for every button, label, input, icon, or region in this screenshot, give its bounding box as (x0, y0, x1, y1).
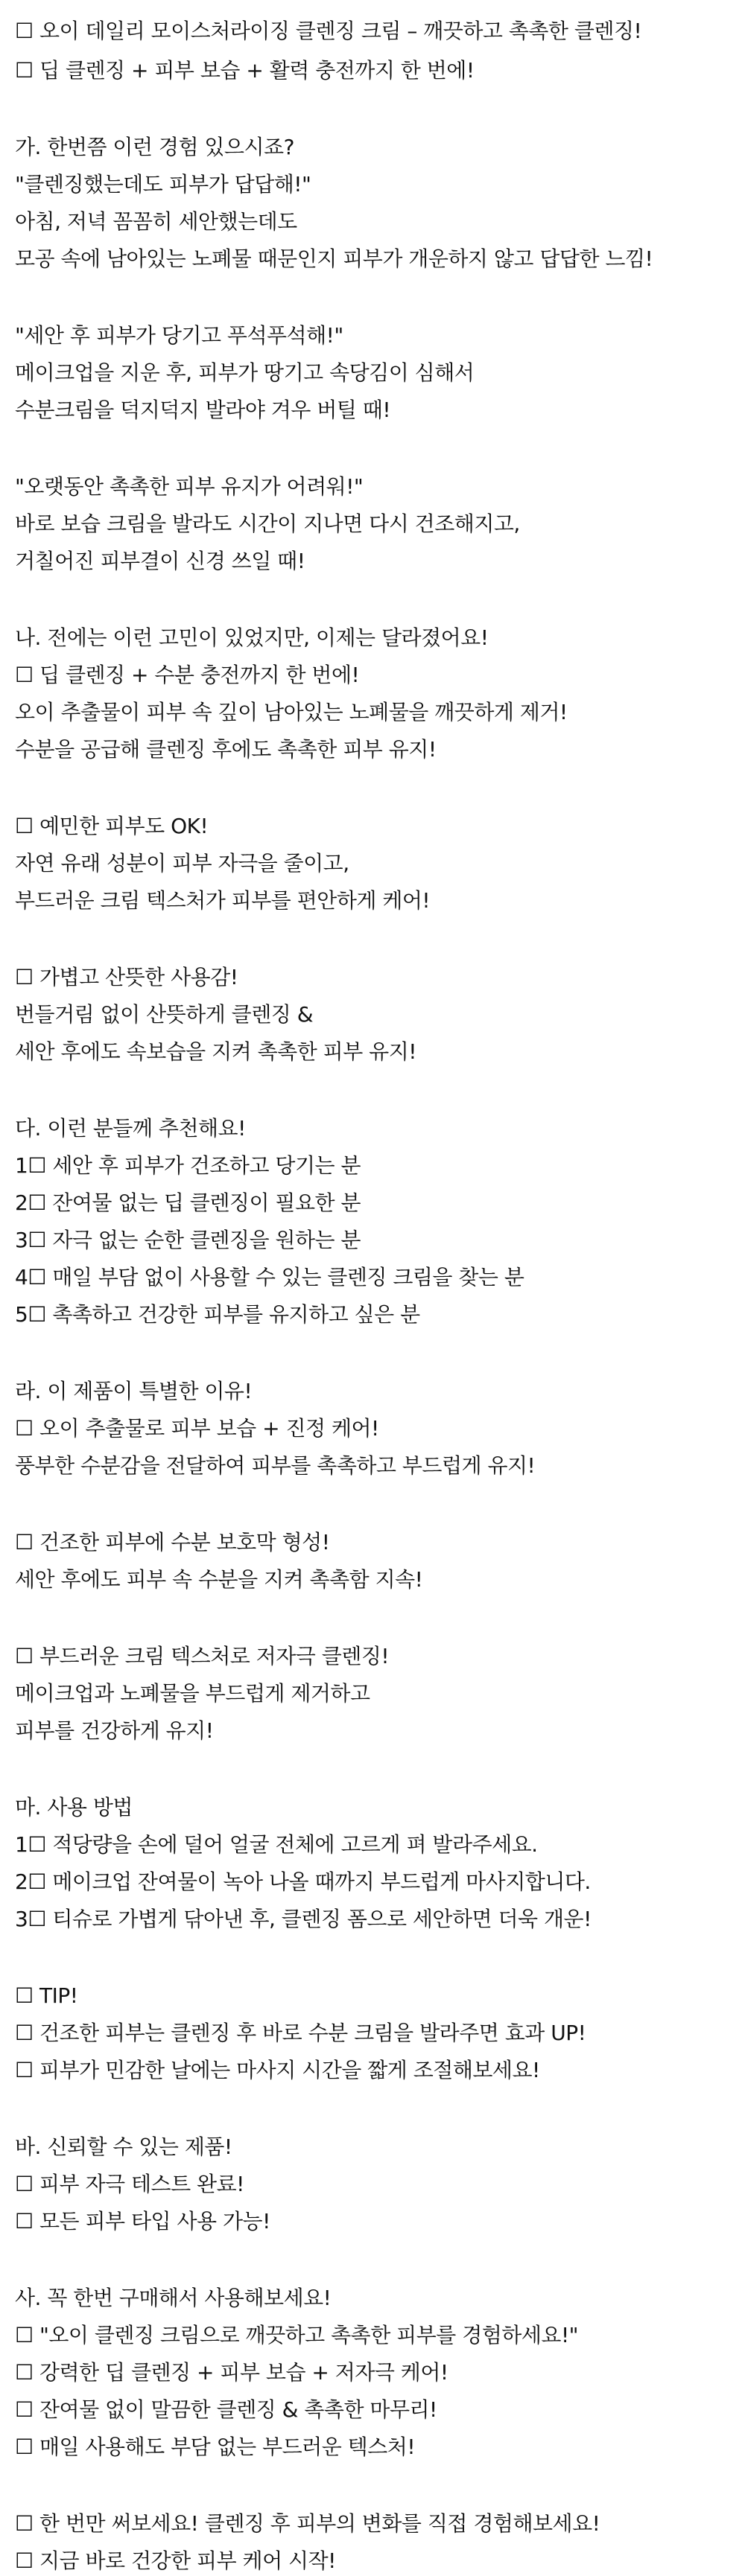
text-line: ☐ 가볍고 산뜻한 사용감! (15, 965, 238, 989)
text-line: 3☐ 티슈로 가볍게 닦아낸 후, 클렌징 폼으로 세안하면 더욱 개운! (15, 1907, 592, 1931)
text-line: ☐ 오이 데일리 모이스처라이징 클렌징 크림 – 깨끗하고 촉촉한 클렌징! (15, 19, 642, 43)
text-line: ☐ 피부가 민감한 날에는 마사지 시간을 짧게 조절해보세요! (15, 2058, 540, 2082)
text-line: 메이크업과 노폐물을 부드럽게 제거하고 (15, 1681, 370, 1706)
text-line: 1☐ 세안 후 피부가 건조하고 당기는 분 (15, 1153, 361, 1178)
text-line: ☐ TIP! (15, 1983, 78, 2008)
text-line: 마. 사용 방법 (15, 1795, 133, 1820)
text-line: ☐ 예민한 피부도 OK! (15, 814, 209, 838)
text-line: 세안 후에도 피부 속 수분을 지켜 촉촉함 지속! (15, 1567, 423, 1592)
text-line: 라. 이 제품이 특별한 이유! (15, 1379, 253, 1403)
text-line: 번들거림 없이 산뜻하게 클렌징 & (15, 1002, 314, 1027)
text-line: 바. 신뢰할 수 있는 제품! (15, 2135, 232, 2159)
text-line: 2☐ 잔여물 없는 딥 클렌징이 필요한 분 (15, 1190, 361, 1215)
text-line: ☐ 딥 클렌징 + 수분 충전까지 한 번에! (15, 663, 360, 687)
text-line: 수분을 공급해 클렌징 후에도 촉촉한 피부 유지! (15, 737, 437, 762)
text-line: ☐ 오이 추출물로 피부 보습 + 진정 케어! (15, 1416, 379, 1441)
text-line: 1☐ 적당량을 손에 덜어 얼굴 전체에 고르게 펴 발라주세요. (15, 1832, 538, 1857)
text-line: ☐ 모든 피부 타입 사용 가능! (15, 2209, 270, 2234)
text-line: ☐ 건조한 피부에 수분 보호막 형성! (15, 1530, 330, 1555)
text-line: 아침, 저녁 꼼꼼히 세안했는데도 (15, 209, 297, 234)
text-line: ☐ "오이 클렌징 크림으로 깨끗하고 촉촉한 피부를 경험하세요!" (15, 2323, 579, 2347)
text-line: 풍부한 수분감을 전달하여 피부를 촉촉하고 부드럽게 유지! (15, 1453, 536, 1478)
text-line: ☐ 부드러운 크림 텍스처로 저자극 클렌징! (15, 1644, 390, 1668)
text-line: 모공 속에 남아있는 노폐물 때문인지 피부가 개운하지 않고 답답한 느낌! (15, 246, 653, 271)
text-line: ☐ 잔여물 없이 말끔한 클렌징 & 촉촉한 마무리! (15, 2397, 437, 2422)
text-line: 4☐ 매일 부담 없이 사용할 수 있는 클렌징 크림을 찾는 분 (15, 1265, 524, 1289)
text-line: 피부를 건강하게 유지! (15, 1718, 214, 1743)
text-line: "클렌징했는데도 피부가 답답해!" (15, 172, 311, 197)
text-line: 수분크림을 덕지덕지 발라야 겨우 버틸 때! (15, 398, 391, 422)
text-line: 다. 이런 분들께 추천해요! (15, 1116, 246, 1141)
text-line: 바로 보습 크림을 발라도 시간이 지나면 다시 건조해지고, (15, 511, 520, 536)
text-line: 나. 전에는 이런 고민이 있었지만, 이제는 달라졌어요! (15, 625, 489, 650)
text-line: 자연 유래 성분이 피부 자극을 줄이고, (15, 851, 349, 876)
text-line: 거칠어진 피부결이 신경 쓰일 때! (15, 549, 305, 573)
text-line: ☐ 피부 자극 테스트 완료! (15, 2172, 244, 2196)
text-line: ☐ 건조한 피부는 클렌징 후 바로 수분 크림을 발라주면 효과 UP! (15, 2021, 586, 2045)
text-line: ☐ 강력한 딥 클렌징 + 피부 보습 + 저자극 케어! (15, 2360, 448, 2385)
text-line: 2☐ 메이크업 잔여물이 녹아 나올 때까지 부드럽게 마사지합니다. (15, 1869, 591, 1894)
text-line: 부드러운 크림 텍스처가 피부를 편안하게 케어! (15, 888, 431, 913)
text-line: 오이 추출물이 피부 속 깊이 남아있는 노폐물을 깨끗하게 제거! (15, 700, 568, 724)
text-line: ☐ 지금 바로 건강한 피부 케어 시작! (15, 2548, 336, 2573)
text-line: 5☐ 촉촉하고 건강한 피부를 유지하고 싶은 분 (15, 1302, 420, 1327)
text-line: "오랫동안 촉촉한 피부 유지가 어려워!" (15, 474, 364, 499)
text-line: "세안 후 피부가 당기고 푸석푸석해!" (15, 323, 343, 348)
text-line: 메이크업을 지운 후, 피부가 땅기고 속당김이 심해서 (15, 360, 475, 385)
text-line: ☐ 한 번만 써보세요! 클렌징 후 피부의 변화를 직접 경험해보세요! (15, 2511, 600, 2536)
text-line: 가. 한번쯤 이런 경험 있으시죠? (15, 135, 294, 159)
text-line: ☐ 딥 클렌징 + 피부 보습 + 활력 충전까지 한 번에! (15, 58, 475, 83)
text-line: 세안 후에도 속보습을 지켜 촉촉한 피부 유지! (15, 1039, 416, 1064)
text-line: ☐ 매일 사용해도 부담 없는 부드러운 텍스처! (15, 2435, 416, 2459)
text-line: 3☐ 자극 없는 순한 클렌징을 원하는 분 (15, 1228, 361, 1252)
text-line: 사. 꼭 한번 구매해서 사용해보세요! (15, 2286, 332, 2310)
